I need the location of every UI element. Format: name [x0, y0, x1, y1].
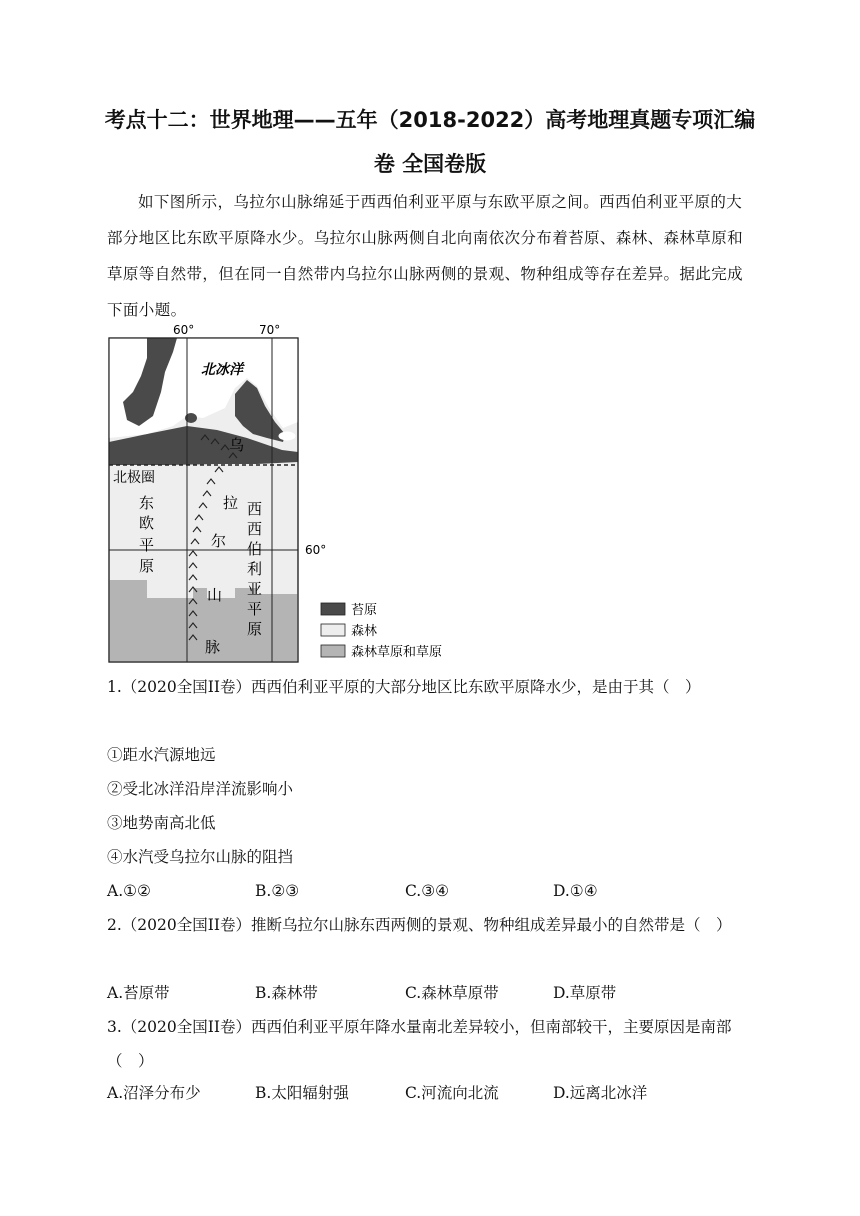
question-1-options: [107, 874, 757, 908]
q2-option-d[interactable]: D.草原带: [553, 984, 617, 1002]
svg-text:原: 原: [247, 620, 263, 638]
q1-option-b[interactable]: B.②③: [255, 882, 300, 900]
question-2-options: [107, 976, 757, 1010]
svg-text:亚: 亚: [247, 580, 263, 598]
q2-option-a[interactable]: A.苔原带: [107, 984, 170, 1002]
question-2-stem: 2.（2020全国II卷）推断乌拉尔山脉东西两侧的景观、物种组成差异最小的自然带是（ ）: [107, 916, 732, 934]
svg-text:原: 原: [139, 557, 155, 575]
map-legend: [321, 603, 442, 660]
svg-text:东: 东: [139, 494, 155, 512]
question-3-options: [107, 1076, 757, 1110]
legend-label-forest: 森林: [351, 624, 378, 639]
svg-text:拉: 拉: [223, 494, 239, 512]
q3-option-b[interactable]: B.太阳辐射强: [255, 1084, 349, 1102]
legend-label-steppe: 森林草原和草原: [351, 645, 443, 660]
lon-70-label: 70°: [259, 323, 281, 337]
question-1-item-4: ④水汽受乌拉尔山脉的阻挡: [107, 848, 294, 866]
question-1-item-3: ③地势南高北低: [107, 814, 216, 832]
svg-text:欧: 欧: [139, 514, 155, 532]
question-1-item-1: ①距水汽源地远: [107, 746, 216, 764]
q3-option-a[interactable]: A.沼泽分布少: [107, 1084, 201, 1102]
question-3-stem: 3.（2020全国II卷）西西伯利亚平原年降水量南北差异较小，但南部较干，主要原因是南部（ ）: [107, 1018, 732, 1070]
question-1-item-2: ②受北冰洋沿岸洋流影响小: [107, 780, 294, 798]
lon-60-label: 60°: [173, 323, 195, 337]
svg-text:脉: 脉: [205, 638, 221, 656]
svg-text:乌: 乌: [229, 436, 245, 454]
legend-label-tundra: 苔原: [351, 603, 378, 618]
svg-text:西: 西: [247, 500, 263, 518]
ocean-label: 北冰洋: [201, 362, 243, 378]
svg-text:平: 平: [139, 536, 155, 554]
page-title: 考点十二：世界地理——五年（2018-2022）高考地理真题专项汇编卷 全国卷版: [104, 108, 756, 176]
svg-text:山: 山: [207, 586, 223, 604]
q2-option-c[interactable]: C.森林草原带: [405, 984, 499, 1002]
q3-option-d[interactable]: D.远离北冰洋: [553, 1084, 648, 1102]
q3-option-c[interactable]: C.河流向北流: [405, 1084, 499, 1102]
svg-text:伯: 伯: [247, 540, 263, 558]
q1-option-d[interactable]: D.①④: [553, 882, 598, 900]
legend-swatch-steppe: [321, 645, 345, 657]
question-1-stem: 1.（2020全国II卷）西西伯利亚平原的大部分地区比东欧平原降水少，是由于其（ ）: [107, 678, 701, 696]
q1-option-c[interactable]: C.③④: [405, 882, 450, 900]
svg-text:利: 利: [247, 560, 263, 578]
svg-text:尔: 尔: [211, 532, 227, 550]
ural-map: [107, 322, 467, 664]
q2-option-b[interactable]: B.森林带: [255, 984, 318, 1002]
west-siberia-label: [247, 500, 262, 638]
lat-60-label: 60°: [305, 543, 327, 557]
legend-swatch-forest: [321, 624, 345, 636]
arctic-circle-label: 北极圈: [113, 470, 155, 486]
svg-text:平: 平: [247, 600, 263, 618]
legend-swatch-tundra: [321, 603, 345, 615]
q1-option-a[interactable]: A.①②: [107, 882, 151, 900]
svg-text:西: 西: [247, 520, 263, 538]
intro-paragraph: 如下图所示，乌拉尔山脉绵延于西西伯利亚平原与东欧平原之间。西西伯利亚平原的大部分地区比东欧平原降水少。乌拉尔山脉两侧自北向南依次分布着苔原、森林、森林草原和草原等自然带，但在同一自然带内乌拉尔山脉两侧的景观、物种组成等存在差异。据此完成下面小题。: [107, 193, 744, 319]
